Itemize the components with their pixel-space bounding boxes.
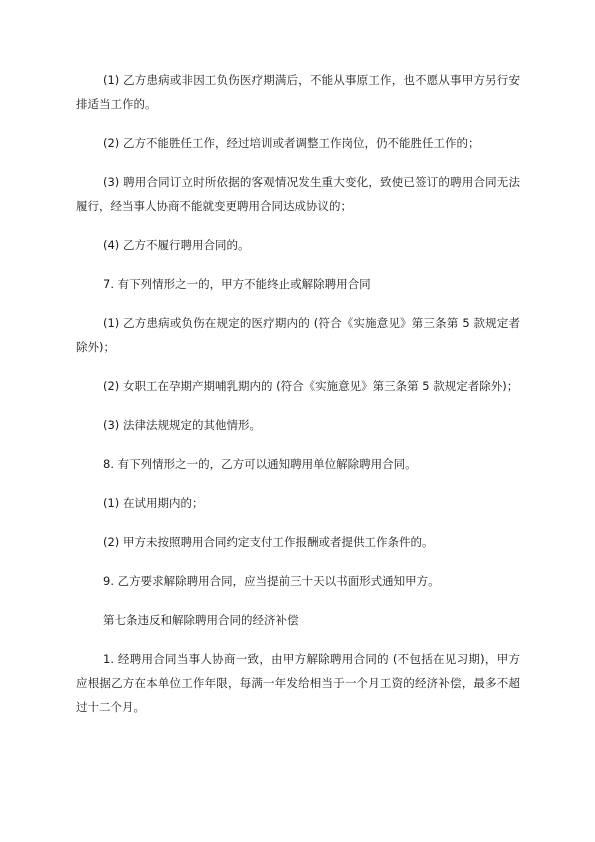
- clause-6-item-2: (2) 乙方不能胜任工作，经过培训或者调整工作岗位，仍不能胜任工作的；: [103, 136, 480, 150]
- clause-8-item-2: (2) 甲方未按照聘用合同约定支付工作报酬或者提供工作条件的。: [103, 535, 434, 549]
- clause-9: 9. 乙方要求解除聘用合同，应当提前三十天以书面形式通知甲方。: [103, 574, 440, 588]
- clause-8-heading: 8. 有下列情形之一的，乙方可以通知聘用单位解除聘用合同。: [103, 457, 417, 471]
- clause-6-item-3: (3) 聘用合同订立时所依据的客观情况发生重大变化，致使已签订的聘用合同无法履行，经当事人协商不能就变更聘用合同达成协议的；: [76, 175, 520, 213]
- article-7-item-1: 1. 经聘用合同当事人协商一致，由甲方解除聘用合同的 (不包括在见习期)，甲方应根据乙方在本单位工作年限，每满一年发给相当于一个月工资的经济补偿，最多不超过十二个月。: [76, 652, 520, 714]
- clause-7-item-2: (2) 女职工在孕期产期哺乳期内的 (符合《实施意见》第三条第 5 款规定者除外)；: [103, 379, 519, 393]
- clause-6-item-4: (4) 乙方不履行聘用合同的。: [103, 238, 250, 252]
- document-body: [76, 68, 520, 734]
- clause-8-item-1: (1) 在试用期内的；: [103, 496, 204, 510]
- clause-6-item-1: (1) 乙方患病或非因工负伤医疗期满后，不能从事原工作，也不愿从事甲方另行安排适当工作的。: [76, 73, 520, 111]
- clause-7-heading: 7. 有下列情形之一的，甲方不能终止或解除聘用合同: [103, 277, 371, 291]
- clause-7-item-3: (3) 法律法规规定的其他情形。: [103, 418, 261, 432]
- clause-7-item-1: (1) 乙方患病或负伤在规定的医疗期内的 (符合《实施意见》第三条第 5 款规定者除外)；: [76, 316, 520, 354]
- article-7-heading: 第七条违反和解除聘用合同的经济补偿: [103, 613, 299, 627]
